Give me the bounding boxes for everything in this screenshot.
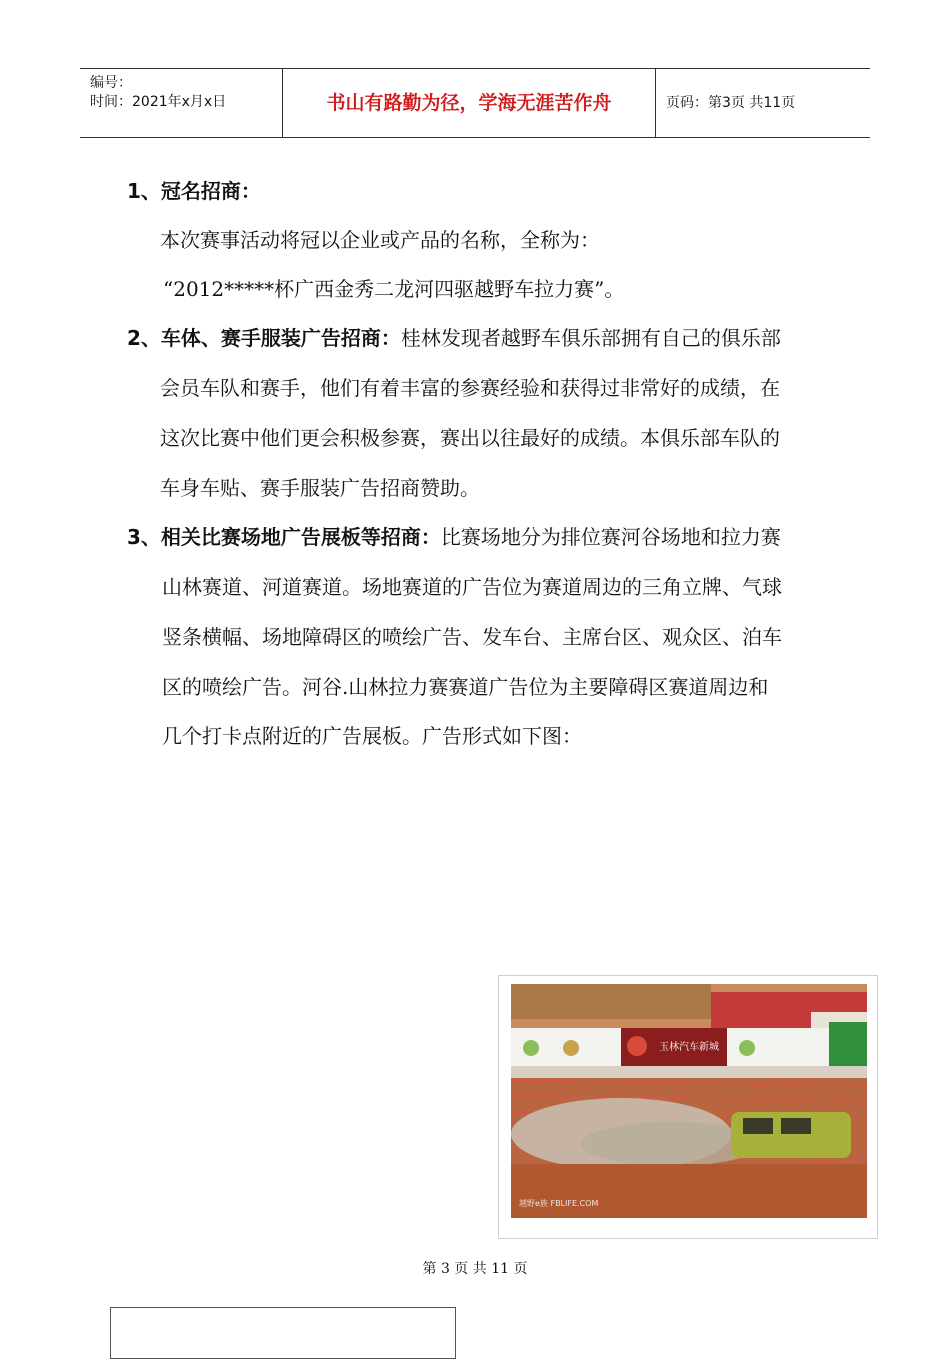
photo-watermark: 越野e族 FBLIFE.COM [519, 1199, 599, 1208]
time-label: 时间：2021年x月x日 [90, 94, 227, 110]
section-3-line-3: 竖条横幅、场地障碍区的喷绘广告、发车台、主席台区、观众区、泊车 [162, 625, 782, 649]
section-2-title: 2、车体、赛手服装广告招商： [127, 326, 401, 350]
banner-text: 玉林汽车新城 [659, 1042, 719, 1053]
section-1-line-1: 本次赛事活动将冠以企业或产品的名称，全称为： [160, 228, 600, 252]
section-1-title: 1、冠名招商： [127, 179, 261, 203]
section-2-first-line [127, 322, 781, 351]
rally-photo-frame [498, 975, 878, 1239]
header-info-cell [80, 69, 283, 137]
rally-photo [511, 984, 867, 1218]
section-3-line-1: 比赛场地分为排位赛河谷场地和拉力赛 [440, 525, 781, 549]
bottom-frame-box [110, 1307, 456, 1359]
serial-label: 编号： [90, 75, 132, 91]
header-motto: 书山有路勤为径，学海无涯苦作舟 [283, 69, 656, 137]
section-2-line-4: 车身车贴、赛手服装广告招商赞助。 [160, 476, 480, 500]
section-2-line-2: 会员车队和赛手，他们有着丰富的参赛经验和获得过非常好的成绩，在 [160, 376, 780, 400]
page-footer: 第 3 页 共 11 页 [422, 1261, 528, 1277]
rally-scene-illustration [511, 984, 867, 1218]
section-2-line-3: 这次比赛中他们更会积极参赛，赛出以往最好的成绩。本俱乐部车队的 [160, 426, 780, 450]
section-3-first-line [127, 521, 781, 550]
section-1-line-2: “2012*****杯广西金秀二龙河四驱越野车拉力赛”。 [163, 277, 625, 301]
section-3-title: 3、相关比赛场地广告展板等招商： [127, 525, 441, 549]
section-3-line-4: 区的喷绘广告。河谷.山林拉力赛赛道广告位为主要障碍区赛道周边和 [162, 675, 769, 699]
header-page-info: 页码：第3页 共11页 [666, 95, 796, 111]
section-2-line-1: 桂林发现者越野车俱乐部拥有自己的俱乐部 [400, 326, 781, 350]
page-header [80, 68, 870, 138]
section-3-line-2: 山林赛道、河道赛道。场地赛道的广告位为赛道周边的三角立牌、气球 [162, 575, 782, 599]
section-3-line-5: 几个打卡点附近的广告展板。广告形式如下图： [162, 724, 582, 748]
